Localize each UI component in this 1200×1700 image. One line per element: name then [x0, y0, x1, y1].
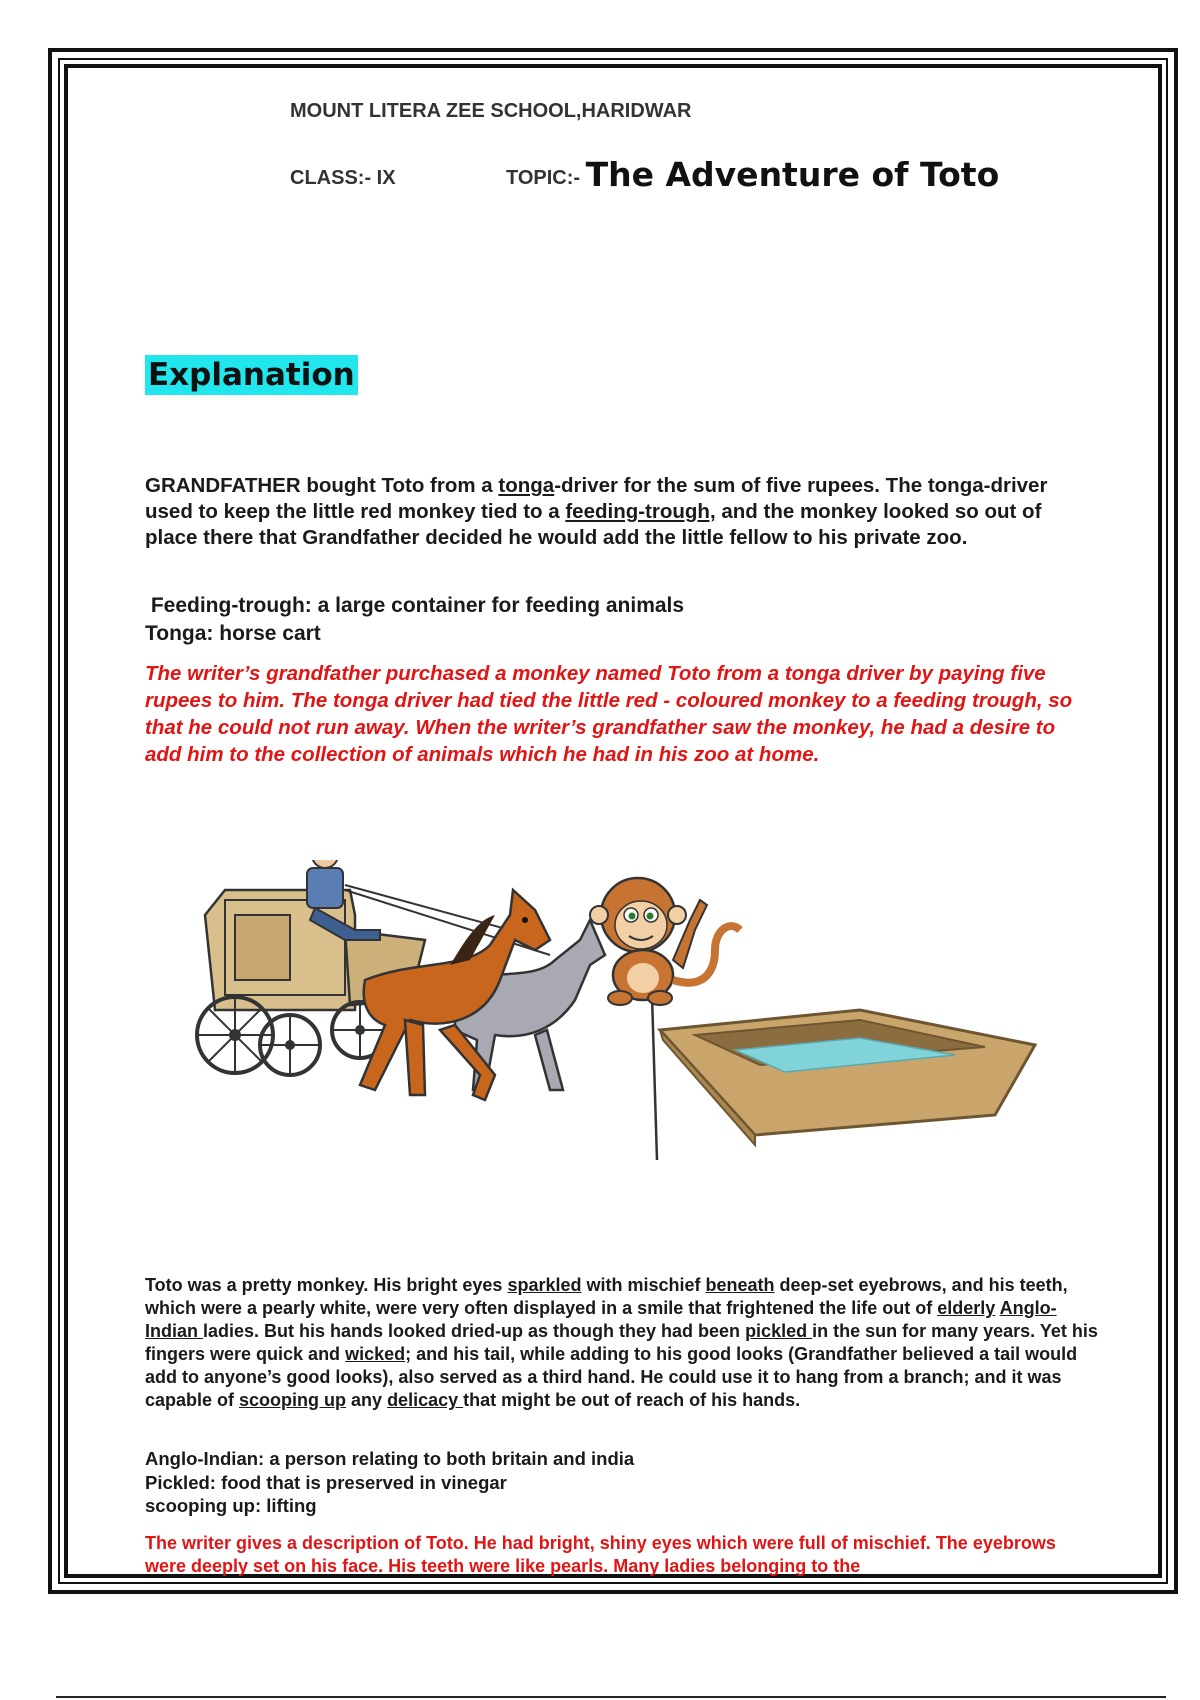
explanation-paragraph-1: The writer’s grandfather purchased a monkey named Toto from a tonga driver by paying five rupees to him. The tonga driver had tied the little red - coloured monkey to a feeding trough, so that he could not run away. When the writer’s grandfather saw the monkey, he had a desire to add him to the collection of animals which he had in his zoo at home.: [145, 662, 1073, 766]
class-topic-line: [290, 155, 999, 194]
glossary-list-1: [145, 592, 684, 648]
monkey-image: [590, 878, 740, 1160]
glossary-list-2: [145, 1447, 634, 1518]
glossary-item: scooping up: lifting: [145, 1495, 317, 1516]
glossary-item: Anglo-Indian: a person relating to both britain and india: [145, 1448, 635, 1469]
glossary-item: Feeding-trough: a large container for feeding animals: [145, 594, 685, 617]
passage-paragraph-1: GRANDFATHER bought Toto from a tonga-driver for the sum of five rupees. The tonga-driver used to keep the little red monkey tied to a feeding-trough, and the monkey looked so out of place there that Grandfather decided he would add the little fellow to his private zoo.: [145, 474, 1048, 549]
class-label: CLASS:- IX: [290, 167, 396, 189]
section-heading: Explanation: [145, 355, 358, 395]
topic-title: The Adventure of Toto: [585, 155, 1000, 194]
passage-paragraph-2: Toto was a pretty monkey. His bright eyes sparkled with mischief beneath deep-set eyebrows, and his teeth, which were a pearly white, were very often displayed in a smile that frightened the life out of elderly Anglo-Indian ladies. But his hands looked dried-up as though they had been pickled in the sun for many years. Yet his fingers were quick and wicked; and his tail, while adding to his good looks (Grandfather believed a tail would add to anyone’s good looks), also served as a third hand. He could use it to hang from a branch; and it was capable of scooping up any delicacy that might be out of reach of his hands.: [145, 1275, 1098, 1410]
school-name: MOUNT LITERA ZEE SCHOOL,HARIDWAR: [290, 100, 692, 122]
bottom-rule: [56, 1696, 1166, 1698]
illustration: [195, 860, 1045, 1200]
topic-label: TOPIC:-: [506, 167, 581, 189]
glossary-item: Pickled: food that is preserved in vinegar: [145, 1471, 507, 1493]
feeding-trough-image: [660, 1010, 1035, 1145]
explanation-paragraph-2: The writer gives a description of Toto. He had bright, shiny eyes which were full of mischief. The eyebrows were deeply set on his face. His teeth were like pearls. Many ladies belonging to the: [145, 1533, 1056, 1576]
glossary-item: Tonga: horse cart: [145, 622, 321, 645]
